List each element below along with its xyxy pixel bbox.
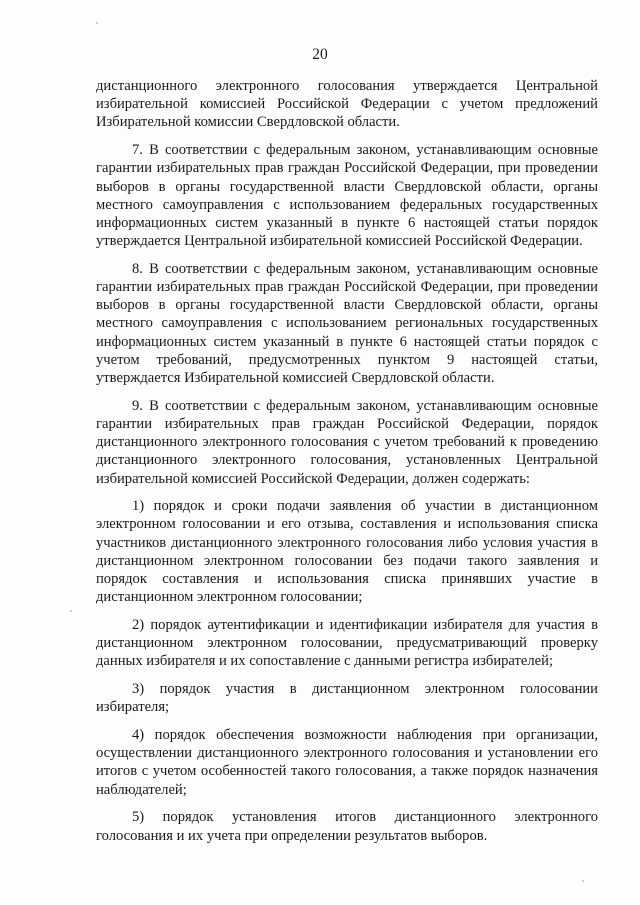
paragraph-continuation: дистанционного электронного голосования утверждается Центральной избирательной комиссией Российской Федерации с учетом предложений Избирательной комиссии Свердловской области. (96, 78, 598, 131)
list-item-4: 4) порядок обеспечения возможности наблюдения при организации, осуществлении дистанционного электронного голосования и установлении его итогов с учетом особенностей такого голосования, а также порядок назначения наблюдателей; (96, 727, 598, 798)
page-number: 20 (312, 46, 328, 63)
document-body (96, 77, 598, 854)
scan-speck (582, 880, 584, 882)
paragraph-item-7: 7. В соответствии с федеральным законом, устанавливающим основные гарантии избирательных прав граждан Российской Федерации, при проведении выборов в органы государственной власти Свердловской области, органы местного самоуправления с использованием федеральных государственных информационных систем указанный в пункте 6 настоящей статьи порядок утверждается Центральной избирательной комиссией Российской Федерации. (96, 142, 598, 250)
list-item-3: 3) порядок участия в дистанционном электронном голосовании избирателя; (96, 681, 598, 716)
scan-speck (96, 22, 98, 24)
paragraph-item-8: 8. В соответствии с федеральным законом, устанавливающим основные гарантии избирательных прав граждан Российской Федерации, при проведении выборов в органы государственной власти Свердловской области, органы местного самоуправления с использованием региональных государственных информационных систем указанный в пункте 6 настоящей статьи порядок с учетом требований, предусмотренных пунктом 9 настоящей статьи, утверждается Избирательной комиссией Свердловской области. (96, 260, 598, 387)
list-item-5: 5) порядок установления итогов дистанционного электронного голосования и их учета при определении результатов выборов. (96, 809, 598, 844)
list-item-2: 2) порядок аутентификации и идентификации избирателя для участия в дистанционном электронном голосовании, предусматривающий проверку данных избирателя и их сопоставление с данными регистра избирателей; (96, 616, 598, 670)
paragraph-item-9: 9. В соответствии с федеральным законом, устанавливающим основные гарантии избирательных прав граждан Российской Федерации, порядок дистанционного электронного голосования с учетом требований к проведению дистанционного электронного голосования, установленных Центральной избирательной комиссией Российской Федерации, должен содержать: (96, 397, 598, 487)
scan-speck (70, 610, 72, 612)
list-item-1: 1) порядок и сроки подачи заявления об участии в дистанционном электронном голосовании и его отзыва, составления и использования списка участников дистанционного электронного голосования либо условия участия в дистанционном электронном голосовании без подачи такого заявления и порядок составления и использования списка принявших участие в дистанционном электронном голосовании; (96, 498, 598, 606)
